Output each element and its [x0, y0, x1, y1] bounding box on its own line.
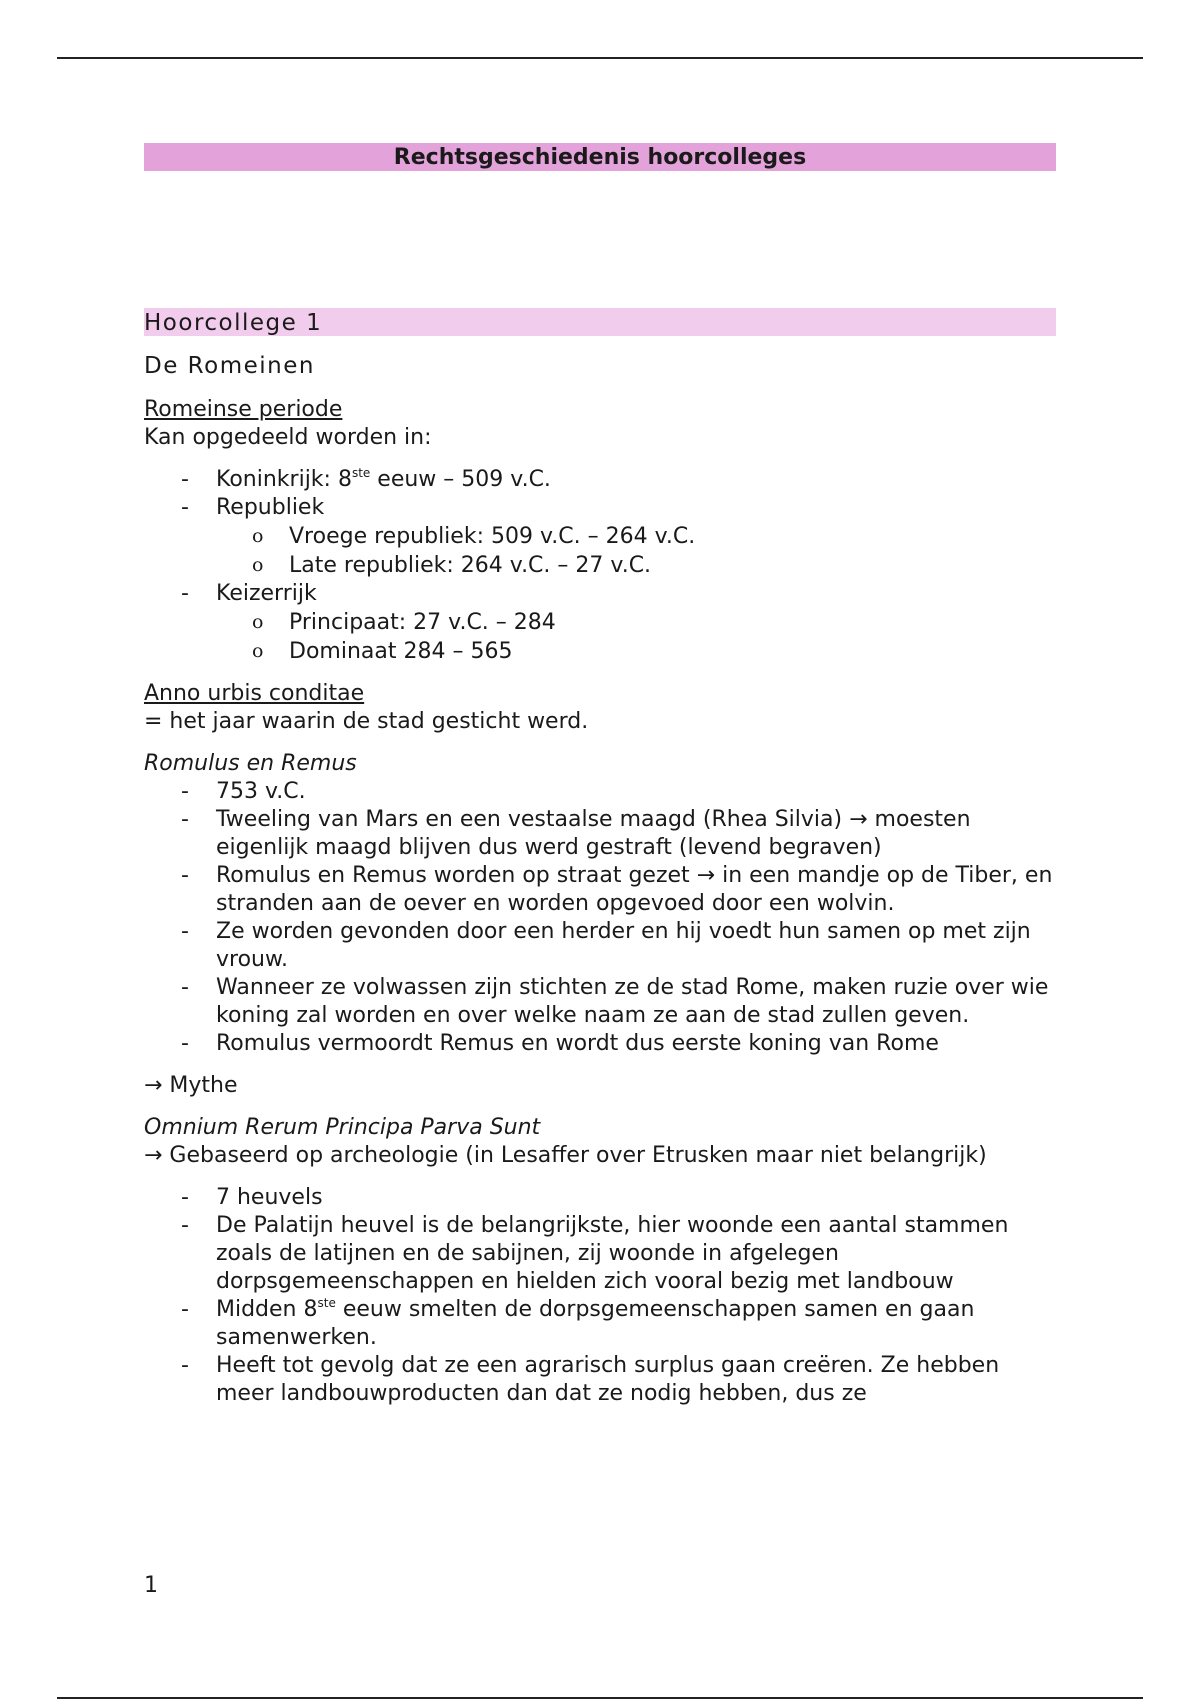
- paragraph: = het jaar waarin de stad gesticht werd.: [144, 709, 589, 734]
- item-text: Dominaat 284 – 565: [289, 639, 513, 664]
- top-rule: [57, 57, 1143, 59]
- romulus-list: [144, 778, 1056, 1058]
- section-heading: Omnium Rerum Principa Parva Sunt: [144, 1115, 541, 1140]
- list-item: [144, 806, 1056, 862]
- item-text: De Palatijn heuvel is de belangrijkste, hier woonde een aantal stammen zoals de latijnen en de sabijnen, zij woonde in afgelegen dorpsgemeenschappen en hielden zich vooral bezig met landbouw: [216, 1213, 1009, 1294]
- sub-list-item: [144, 637, 1056, 666]
- sub-list: [216, 522, 1056, 580]
- item-text: Late republiek: 264 v.C. – 27 v.C.: [289, 553, 652, 578]
- item-text: Tweeling van Mars en een vestaalse maagd (Rhea Silvia) → moesten eigenlijk maagd blijven dus werd gestraft (levend begraven): [216, 807, 971, 860]
- superscript: ste: [351, 465, 371, 480]
- list-item: [144, 918, 1056, 974]
- circle-marker: o: [252, 525, 264, 547]
- paragraph: → Gebaseerd op archeologie (in Lesaffer over Etrusken maar niet belangrijk): [144, 1143, 987, 1168]
- sub-list: [216, 608, 1056, 666]
- circle-marker: o: [252, 554, 264, 576]
- section-heading: Romulus en Remus: [144, 751, 357, 776]
- section-romeinse-periode: [144, 396, 1056, 666]
- period-list: [144, 466, 1056, 666]
- section-anno-urbis: [144, 680, 1056, 736]
- item-text: Koninkrijk: 8: [216, 467, 352, 492]
- item-text: eeuw smelten de dorpsgemeenschappen samen en gaan samenwerken.: [216, 1297, 975, 1350]
- list-item: [144, 1184, 1056, 1212]
- item-text: Principaat: 27 v.C. – 284: [289, 610, 556, 635]
- list-item: [144, 580, 1056, 666]
- circle-marker: o: [252, 611, 264, 633]
- section-heading: Anno urbis conditae: [144, 681, 365, 706]
- paragraph: → Mythe: [144, 1073, 238, 1098]
- item-text: Republiek: [216, 495, 325, 520]
- list-item: [144, 1212, 1056, 1296]
- item-text: 7 heuvels: [216, 1185, 323, 1210]
- list-item: [144, 466, 1056, 494]
- item-text: Keizerrijk: [216, 581, 317, 606]
- heading-romeinen: De Romeinen: [144, 353, 315, 379]
- dash-marker: -: [181, 919, 189, 944]
- page-content: [144, 143, 1056, 1408]
- dash-marker: -: [181, 581, 189, 606]
- list-item: [144, 1296, 1056, 1352]
- item-text: eeuw – 509 v.C.: [370, 467, 551, 492]
- section-romulus-remus: [144, 750, 1056, 1100]
- dash-marker: -: [181, 975, 189, 1000]
- item-text: Romulus en Remus worden op straat gezet → in een mandje op de Tiber, en stranden aan de oever en worden opgevoed door een wolvin.: [216, 863, 1053, 916]
- section-heading: Romeinse periode: [144, 397, 343, 422]
- document-title: Rechtsgeschiedenis hoorcolleges: [144, 143, 1056, 171]
- list-item: [144, 1352, 1056, 1408]
- page-number: 1: [144, 1573, 158, 1598]
- bottom-rule: [57, 1697, 1143, 1699]
- item-text: 753 v.C.: [216, 779, 306, 804]
- dash-marker: -: [181, 779, 189, 804]
- circle-marker: o: [252, 640, 264, 662]
- dash-marker: -: [181, 1031, 189, 1056]
- item-text: Heeft tot gevolg dat ze een agrarisch surplus gaan creëren. Ze hebben meer landbouwproducten dan dat ze nodig hebben, dus ze: [216, 1353, 1000, 1406]
- sub-list-item: [144, 608, 1056, 637]
- list-item: [144, 494, 1056, 580]
- dash-marker: -: [181, 467, 189, 492]
- superscript: ste: [317, 1295, 336, 1310]
- item-text: Midden 8: [216, 1297, 318, 1322]
- heading-hoorcollege: Hoorcollege 1: [144, 308, 1056, 336]
- section-omnium: [144, 1114, 1056, 1408]
- item-text: Vroege republiek: 509 v.C. – 264 v.C.: [289, 524, 696, 549]
- list-item: [144, 1030, 1056, 1058]
- sub-list-item: [144, 551, 1056, 580]
- sub-list-item: [144, 522, 1056, 551]
- paragraph: Kan opgedeeld worden in:: [144, 425, 432, 450]
- item-text: Romulus vermoordt Remus en wordt dus eerste koning van Rome: [216, 1031, 939, 1056]
- omnium-list: [144, 1184, 1056, 1408]
- list-item: [144, 778, 1056, 806]
- item-text: Wanneer ze volwassen zijn stichten ze de stad Rome, maken ruzie over wie koning zal worden en over welke naam ze aan de stad zullen geven.: [216, 975, 1049, 1028]
- dash-marker: -: [181, 495, 189, 520]
- item-text: Ze worden gevonden door een herder en hij voedt hun samen op met zijn vrouw.: [216, 919, 1031, 972]
- dash-marker: -: [181, 807, 189, 832]
- dash-marker: -: [181, 863, 189, 888]
- list-item: [144, 974, 1056, 1030]
- dash-marker: -: [181, 1297, 189, 1322]
- dash-marker: -: [181, 1185, 189, 1210]
- dash-marker: -: [181, 1213, 189, 1238]
- list-item: [144, 862, 1056, 918]
- dash-marker: -: [181, 1353, 189, 1378]
